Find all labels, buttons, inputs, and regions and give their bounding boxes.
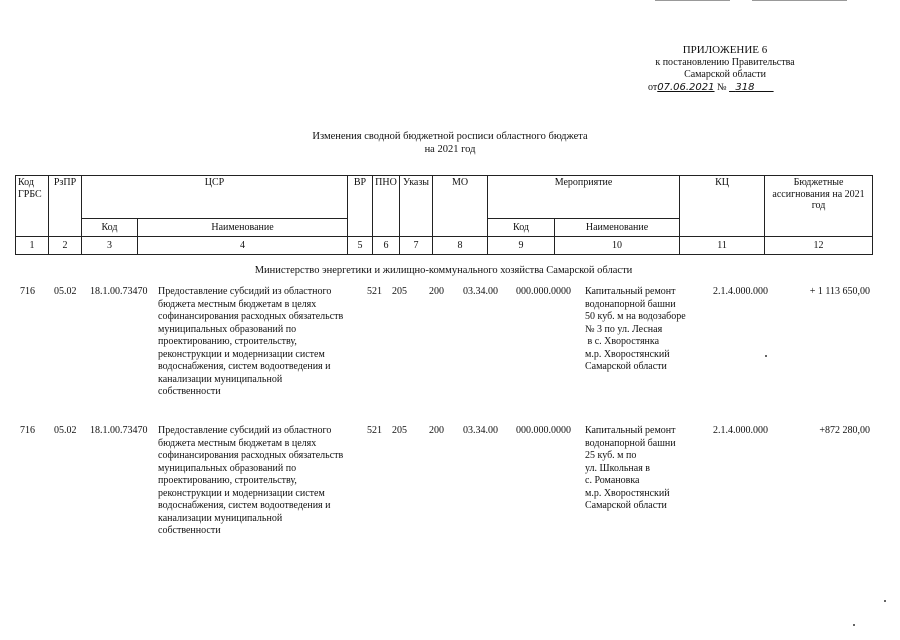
- document-title: [220, 131, 680, 156]
- header-budget: Бюджетные ассигнования на 2021 год: [765, 176, 873, 219]
- col-number: 10: [555, 237, 680, 255]
- appendix-title: ПРИЛОЖЕНИЕ 6: [682, 44, 768, 56]
- row-vr: 521: [367, 286, 382, 297]
- header-rzpr: РзПР: [49, 176, 82, 237]
- header-kc: КЦ: [680, 176, 765, 219]
- top-edge-line-left: [655, 0, 730, 1]
- col-number: 4: [138, 237, 348, 255]
- header-pno: ПНО: [373, 176, 400, 237]
- row-pno: 205: [392, 425, 407, 436]
- row-pno: 205: [392, 286, 407, 297]
- appendix-block: [640, 44, 810, 94]
- appendix-line-1: к постановлению Правительства: [655, 56, 795, 68]
- row-rzpr: 05.02: [54, 286, 77, 297]
- row-sum: +872 280,00: [819, 425, 870, 436]
- col-number: 9: [488, 237, 555, 255]
- col-number: 3: [82, 237, 138, 255]
- scan-speck: [853, 624, 855, 626]
- col-number: 11: [680, 237, 765, 255]
- row-mo: 03.34.00: [463, 425, 498, 436]
- row-mer-name: Капитальный ремонт водонапорной башни 50 куб. м на водозаборе № 3 по ул. Лесная в с. Хворостянка м.р. Хворостянский Самарской области: [585, 286, 686, 372]
- col-number: 7: [400, 237, 433, 255]
- row-mo: 03.34.00: [463, 286, 498, 297]
- header-ukazy: Указы: [400, 176, 433, 237]
- header-csr-kod: Код: [82, 219, 138, 237]
- handwritten-number: 318: [735, 81, 755, 93]
- col-number: 2: [49, 237, 82, 255]
- row-mer-name: Капитальный ремонт водонапорной башни 25 куб. м по ул. Школьная в с. Романовка м.р. Хворостянский Самарской области: [585, 425, 676, 511]
- scan-speck: [884, 600, 886, 602]
- col-number: 1: [16, 237, 49, 255]
- header-kc-blank: [680, 219, 765, 237]
- header-csr: ЦСР: [82, 176, 348, 219]
- header-mer-name: Наименование: [555, 219, 680, 237]
- col-number: 12: [765, 237, 873, 255]
- row-kc: 2.1.4.000.000: [713, 286, 768, 297]
- title-line-2: на 2021 год: [424, 143, 476, 155]
- row-grbs: 716: [20, 425, 35, 436]
- number-label: №: [717, 81, 727, 93]
- row-mer-kod: 000.000.0000: [516, 425, 571, 436]
- title-line-1: Изменения сводной бюджетной росписи областного бюджета: [312, 131, 588, 142]
- row-kc: 2.1.4.000.000: [713, 425, 768, 436]
- budget-table-header: [15, 175, 873, 255]
- header-vr: ВР: [348, 176, 373, 237]
- row-vr: 521: [367, 425, 382, 436]
- col-number: 8: [433, 237, 488, 255]
- row-grbs: 716: [20, 286, 35, 297]
- row-csr: 18.1.00.73470: [90, 425, 148, 436]
- handwritten-date: 07.06.2021: [657, 81, 715, 93]
- row-rzpr: 05.02: [54, 425, 77, 436]
- row-ukazy: 200: [429, 425, 444, 436]
- header-mer-kod: Код: [488, 219, 555, 237]
- header-mo: МО: [433, 176, 488, 237]
- col-number: 5: [348, 237, 373, 255]
- scan-speck: [765, 355, 767, 357]
- from-label: от: [648, 81, 658, 93]
- ministry-heading: Министерство энергетики и жилищно-коммунального хозяйства Самарской области: [254, 265, 633, 276]
- row-ukazy: 200: [429, 286, 444, 297]
- row-name: Предоставление субсидий из областного бюджета местным бюджетам в целях софинансирования расходных обязательств муниципальных образований по проектированию, строительству, реконструкции и модернизации систем водоснабжения, систем водоотведения и канализации муниципальной собственности: [158, 425, 344, 536]
- row-csr: 18.1.00.73470: [90, 286, 148, 297]
- header-meropriyatie: Мероприятие: [488, 176, 680, 219]
- col-number: 6: [373, 237, 400, 255]
- row-sum: + 1 113 650,00: [809, 286, 870, 297]
- row-name: Предоставление субсидий из областного бюджета местным бюджетам в целях софинансирования расходных обязательств муниципальных образований по проектированию, строительству, реконструкции и модернизации систем водоснабжения, систем водоотведения и канализации муниципальной собственности: [158, 286, 344, 397]
- header-budget-blank: [765, 219, 873, 237]
- top-edge-line-right: [752, 0, 847, 1]
- appendix-date-line: [640, 82, 810, 95]
- header-csr-name: Наименование: [138, 219, 348, 237]
- header-kod-grbs: Код ГРБС: [16, 176, 49, 237]
- row-mer-kod: 000.000.0000: [516, 286, 571, 297]
- appendix-line-2: Самарской области: [684, 69, 766, 80]
